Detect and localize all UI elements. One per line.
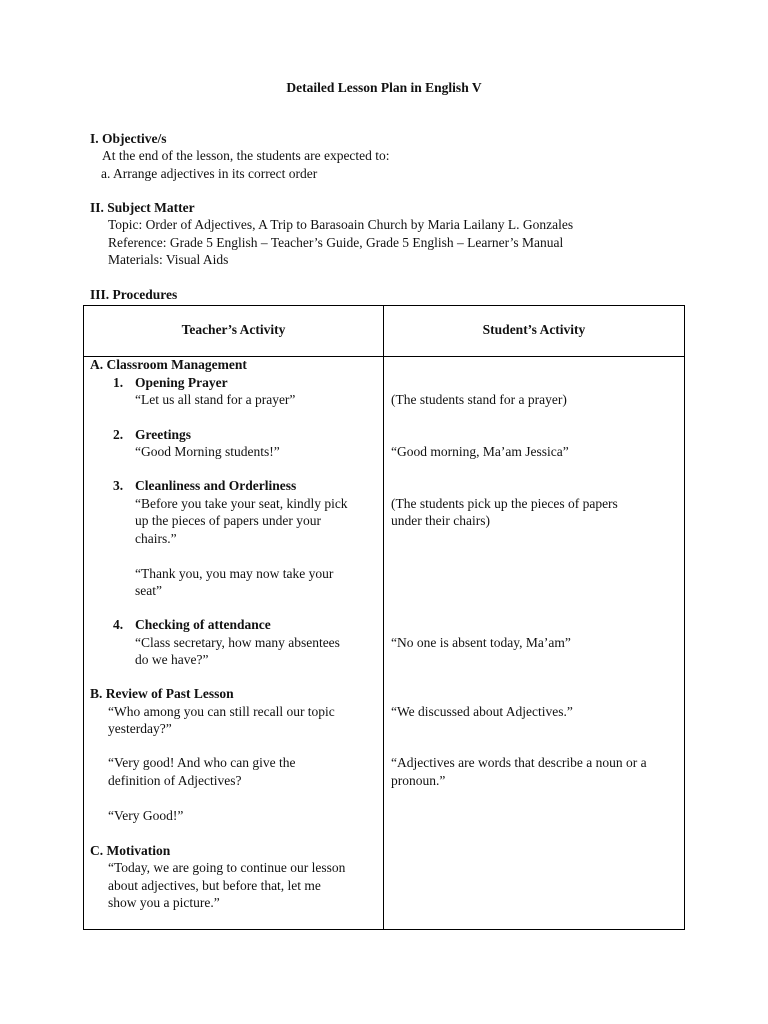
teacher-activity-header: Teacher’s Activity bbox=[181, 322, 286, 337]
review-line: “Very Good!” bbox=[108, 808, 184, 823]
student-prayer: (The students stand for a prayer) bbox=[391, 392, 567, 407]
student-definition: pronoun.” bbox=[391, 773, 446, 788]
motivation-line: “Today, we are going to continue our lesson bbox=[108, 860, 346, 875]
document-title: Detailed Lesson Plan in English V bbox=[286, 80, 482, 95]
attendance-line: “Class secretary, how many absentees bbox=[135, 635, 340, 650]
cleanliness-line: seat” bbox=[135, 583, 162, 598]
objectives-intro: At the end of the lesson, the students are expected to: bbox=[102, 148, 390, 163]
motivation-line: show you a picture.” bbox=[108, 895, 220, 910]
item-number: 4. bbox=[113, 617, 124, 632]
student-review: “We discussed about Adjectives.” bbox=[391, 704, 573, 719]
opening-prayer-title: Opening Prayer bbox=[135, 375, 228, 390]
student-cleanliness: (The students pick up the pieces of papers bbox=[391, 496, 618, 511]
subject-reference: Reference: Grade 5 English – Teacher’s Guide, Grade 5 English – Learner’s Manual bbox=[108, 235, 564, 250]
cleanliness-line: “Before you take your seat, kindly pick bbox=[135, 496, 348, 511]
review-heading: B. Review of Past Lesson bbox=[90, 686, 234, 701]
review-line: definition of Adjectives? bbox=[108, 773, 242, 788]
subject-topic: Topic: Order of Adjectives, A Trip to Barasoain Church by Maria Lailany L. Gonzales bbox=[108, 217, 574, 232]
item-number: 1. bbox=[113, 375, 124, 390]
greetings-title: Greetings bbox=[135, 427, 191, 442]
review-line: yesterday?” bbox=[108, 721, 172, 736]
objective-item: a. Arrange adjectives in its correct order bbox=[101, 166, 318, 181]
review-line: “Very good! And who can give the bbox=[108, 755, 296, 770]
student-cleanliness: under their chairs) bbox=[391, 513, 490, 528]
student-definition: “Adjectives are words that describe a noun or a bbox=[391, 755, 647, 770]
greetings-line: “Good Morning students!” bbox=[135, 444, 280, 459]
cleanliness-line: chairs.” bbox=[135, 531, 177, 546]
attendance-line: do we have?” bbox=[135, 652, 209, 667]
student-absent: “No one is absent today, Ma’am” bbox=[391, 635, 571, 650]
motivation-line: about adjectives, but before that, let me bbox=[108, 878, 321, 893]
cleanliness-line: “Thank you, you may now take your bbox=[135, 566, 334, 581]
cleanliness-line: up the pieces of papers under your bbox=[135, 513, 321, 528]
motivation-heading: C. Motivation bbox=[90, 843, 171, 858]
student-greeting: “Good morning, Ma’am Jessica” bbox=[391, 444, 569, 459]
review-line: “Who among you can still recall our topic bbox=[108, 704, 335, 719]
classroom-management-heading: A. Classroom Management bbox=[90, 357, 247, 372]
student-activity-header: Student’s Activity bbox=[482, 322, 586, 337]
column-divider bbox=[383, 305, 384, 930]
subject-materials: Materials: Visual Aids bbox=[108, 252, 229, 267]
cleanliness-title: Cleanliness and Orderliness bbox=[135, 478, 297, 493]
objectives-heading: I. Objective/s bbox=[90, 131, 167, 146]
item-number: 2. bbox=[113, 427, 124, 442]
subject-matter-heading: II. Subject Matter bbox=[90, 200, 195, 215]
procedures-heading: III. Procedures bbox=[90, 287, 178, 302]
item-number: 3. bbox=[113, 478, 124, 493]
attendance-title: Checking of attendance bbox=[135, 617, 271, 632]
opening-prayer-line: “Let us all stand for a prayer” bbox=[135, 392, 296, 407]
